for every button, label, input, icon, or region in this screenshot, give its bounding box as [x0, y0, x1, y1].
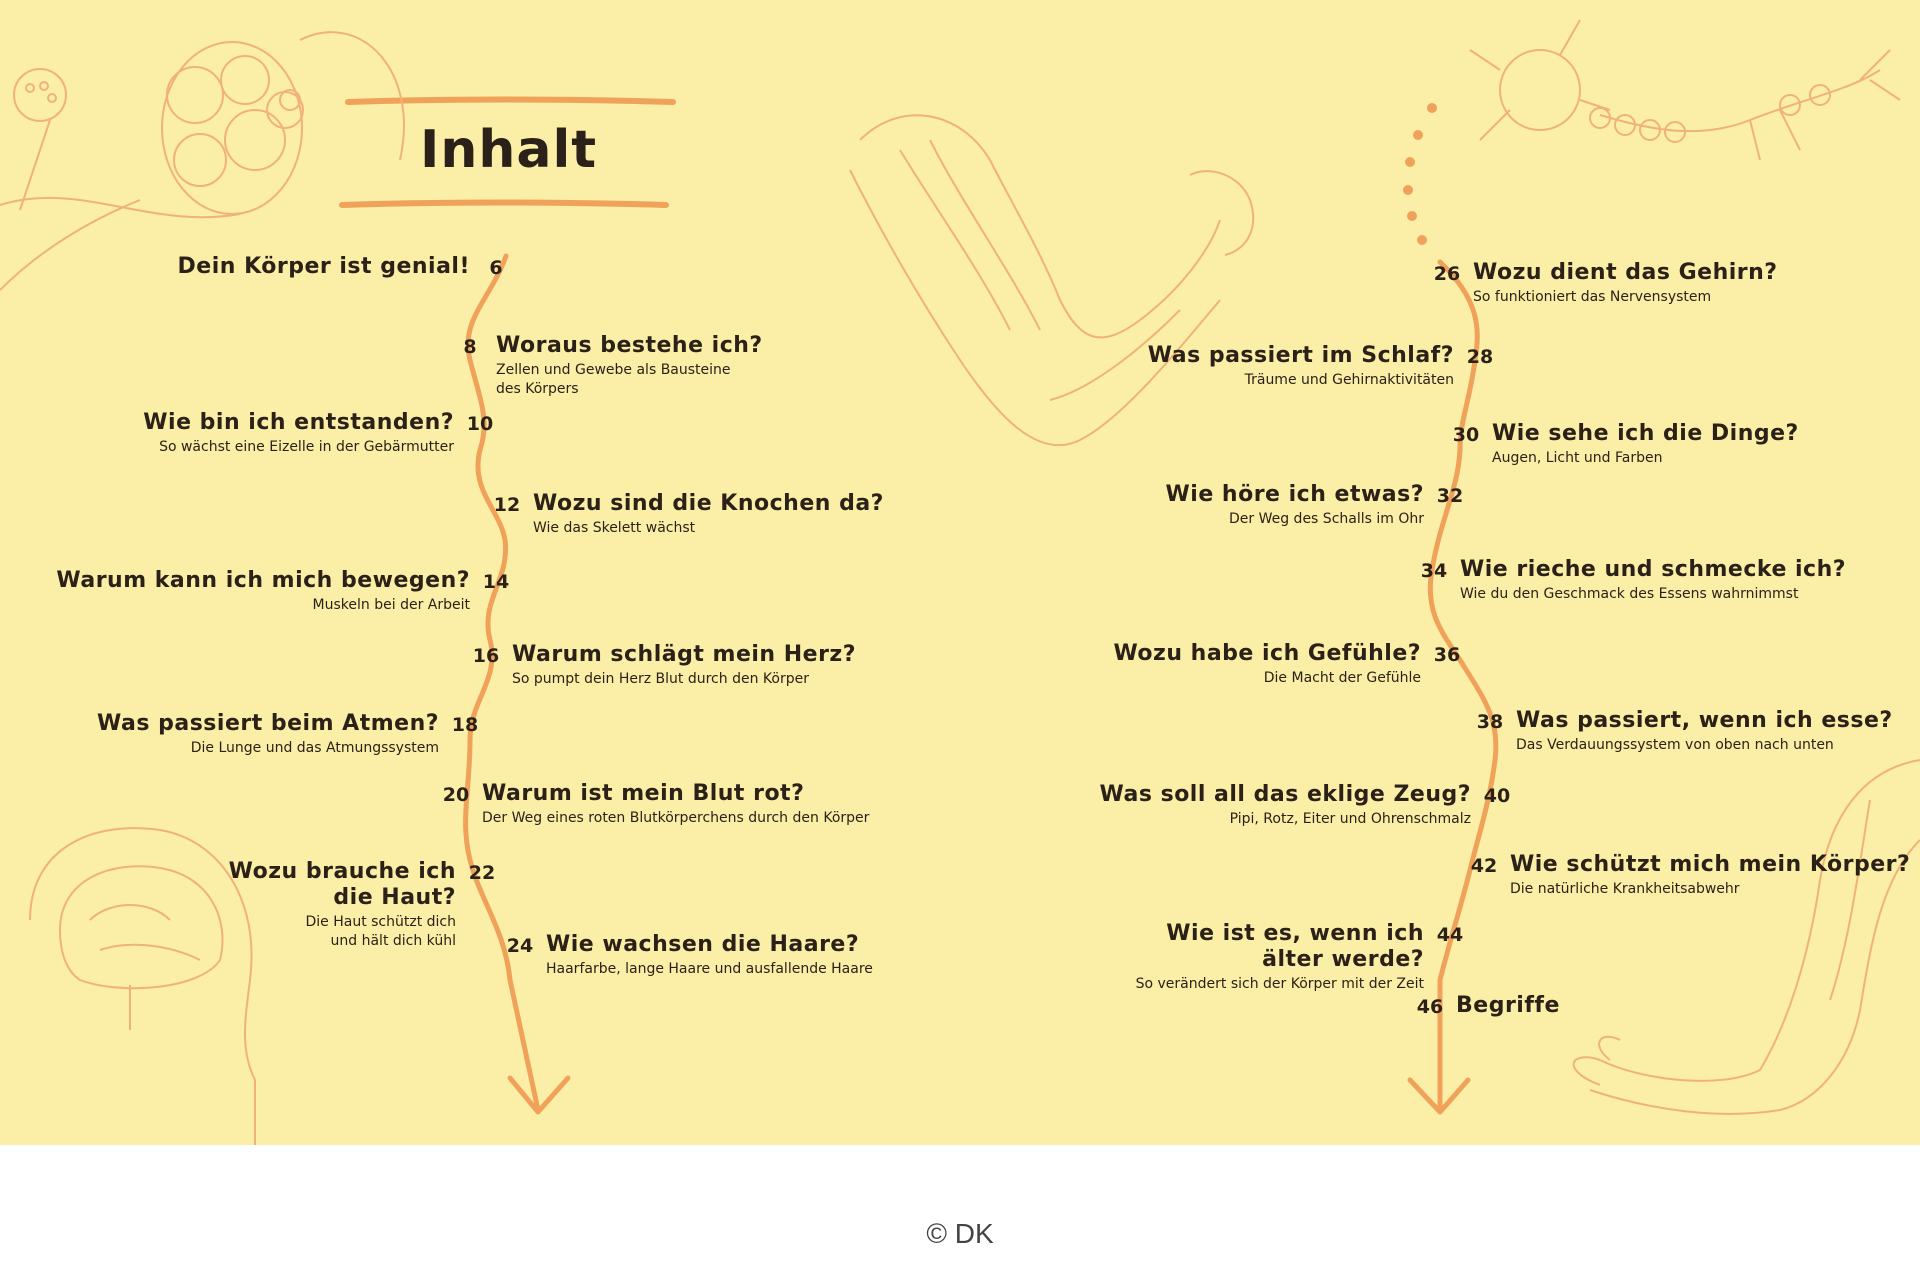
neuron-icon	[1470, 20, 1900, 160]
page-number: 46	[1410, 994, 1450, 1020]
page-number: 10	[460, 411, 500, 437]
toc-entry[interactable]	[0, 711, 439, 758]
page-number: 16	[466, 643, 506, 669]
entry-title: Wozu brauche ich die Haut?	[228, 859, 456, 910]
entry-subtitle: Träume und Gehirnaktivitäten	[1244, 372, 1454, 388]
entry-subtitle: So pumpt dein Herz Blut durch den Körper	[512, 671, 809, 687]
entry-subtitle: Die Macht der Gefühle	[1263, 670, 1421, 686]
page-number: 8	[450, 334, 490, 360]
entry-title: Wie schützt mich mein Körper?	[1510, 852, 1911, 877]
toc-entry[interactable]	[0, 410, 454, 457]
entry-subtitle: So verändert sich der Körper mit der Zeit	[1135, 976, 1424, 992]
copyright-credit: © DK	[926, 1218, 994, 1249]
page-number: 40	[1477, 783, 1517, 809]
entry-subtitle: Die natürliche Krankheitsabwehr	[1510, 881, 1740, 897]
entry-title: Wozu sind die Knochen da?	[533, 491, 884, 516]
arm-hand-icon	[1574, 760, 1920, 1114]
page-number: 24	[500, 933, 540, 959]
toc-entry[interactable]	[1456, 993, 1920, 1019]
page-number: 32	[1430, 483, 1470, 509]
toc-entry[interactable]	[0, 254, 470, 280]
entry-title: Wozu habe ich Gefühle?	[1113, 641, 1421, 666]
entry-title: Begriffe	[1456, 993, 1560, 1018]
entry-title: Warum kann ich mich bewegen?	[56, 568, 470, 593]
entry-subtitle: Wie du den Geschmack des Essens wahrnimmst	[1460, 586, 1799, 602]
entry-title: Wie sehe ich die Dinge?	[1492, 421, 1799, 446]
entry-subtitle: Haarfarbe, lange Haare und ausfallende Haare	[546, 961, 873, 977]
toc-entry[interactable]	[864, 921, 1424, 994]
page-number: 12	[487, 492, 527, 518]
toc-entry[interactable]	[0, 859, 456, 951]
entry-subtitle: Der Weg des Schalls im Ohr	[1228, 511, 1424, 527]
toc-entry[interactable]	[1510, 852, 1920, 899]
page-number: 20	[436, 782, 476, 808]
entry-subtitle: Der Weg eines roten Blutkörperchens durch den Körper	[482, 810, 870, 826]
toc-entry[interactable]	[861, 641, 1421, 688]
toc-entry[interactable]	[0, 568, 470, 615]
entry-title: Wie wachsen die Haare?	[546, 932, 860, 957]
page-number: 36	[1427, 642, 1467, 668]
entry-subtitle: Wie das Skelett wächst	[533, 520, 696, 536]
toc-entry[interactable]	[894, 343, 1454, 390]
page-number: 42	[1464, 853, 1504, 879]
page-number: 44	[1430, 922, 1470, 948]
right-dotted-leadin	[1403, 103, 1437, 245]
entry-subtitle: So wächst eine Eizelle in der Gebärmutter	[159, 439, 454, 455]
entry-title: Wie höre ich etwas?	[1165, 482, 1424, 507]
entry-title: Wie bin ich entstanden?	[143, 410, 454, 435]
entry-title: Woraus bestehe ich?	[496, 333, 763, 358]
entry-subtitle: Das Verdauungssystem von oben nach unten	[1516, 737, 1834, 753]
toc-entry[interactable]	[1492, 421, 1920, 468]
entry-title: Was passiert, wenn ich esse?	[1516, 708, 1893, 733]
entry-subtitle: Augen, Licht und Farben	[1492, 450, 1663, 466]
page-number: 28	[1460, 344, 1500, 370]
entry-title: Wie rieche und schmecke ich?	[1460, 557, 1847, 582]
page-number: 30	[1446, 422, 1486, 448]
toc-entry[interactable]	[1473, 260, 1920, 307]
entry-title: Was passiert im Schlaf?	[1147, 343, 1454, 368]
entry-title: Dein Körper ist genial!	[177, 254, 470, 279]
entry-title: Was passiert beim Atmen?	[97, 711, 439, 736]
page-number: 6	[476, 255, 516, 281]
muscle-fiber-icon	[0, 32, 404, 290]
entry-subtitle: So funktioniert das Nervensystem	[1473, 289, 1712, 305]
page-number: 38	[1470, 709, 1510, 735]
entry-subtitle: Zellen und Gewebe als Bausteine des Körpers	[496, 362, 731, 397]
page-number: 18	[445, 712, 485, 738]
entry-subtitle: Die Haut schützt dich und hält dich kühl	[305, 914, 456, 949]
page-number: 14	[476, 569, 516, 595]
page-number: 34	[1414, 558, 1454, 584]
entry-title: Warum schlägt mein Herz?	[512, 642, 856, 667]
toc-entry[interactable]	[1460, 557, 1920, 604]
entry-subtitle: Pipi, Rotz, Eiter und Ohrenschmalz	[1229, 811, 1471, 827]
page-number: 22	[462, 860, 502, 886]
entry-title: Was soll all das eklige Zeug?	[1099, 782, 1471, 807]
page-number: 26	[1427, 261, 1467, 287]
entry-title: Warum ist mein Blut rot?	[482, 781, 805, 806]
entry-title: Wie ist es, wenn ich älter werde?	[1166, 921, 1424, 972]
entry-subtitle: Die Lunge und das Atmungssystem	[190, 740, 439, 756]
toc-entry[interactable]	[911, 782, 1471, 829]
page-title: Inhalt	[420, 120, 598, 180]
title-rule-bottom	[342, 203, 666, 206]
toc-entry[interactable]	[1516, 708, 1920, 755]
title-rule-top	[348, 100, 673, 103]
entry-subtitle: Muskeln bei der Arbeit	[312, 597, 470, 613]
toc-entry[interactable]	[864, 482, 1424, 529]
entry-title: Wozu dient das Gehirn?	[1473, 260, 1778, 285]
